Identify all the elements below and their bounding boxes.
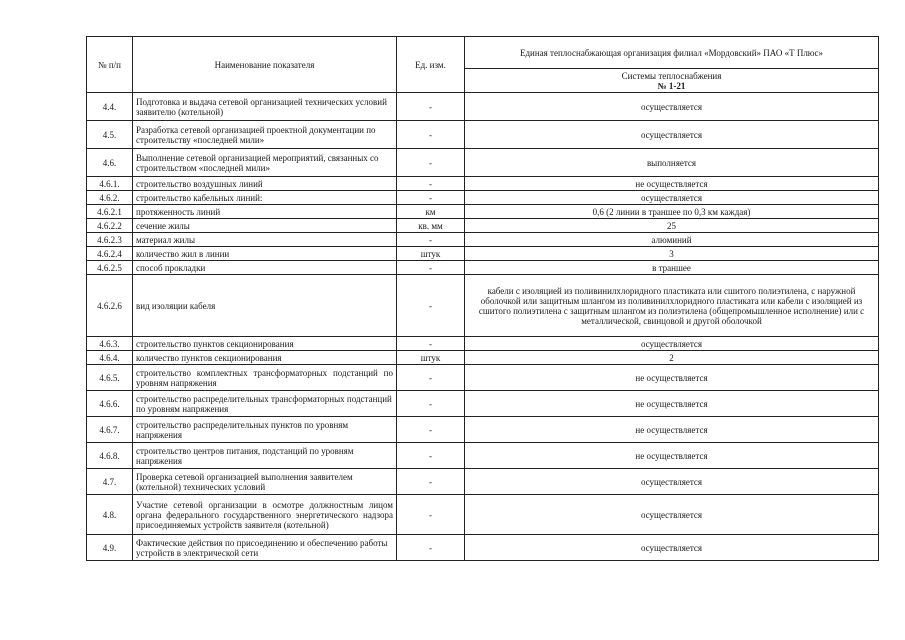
row-unit: -	[397, 261, 465, 275]
header-indicator-name: Наименование показателя	[133, 37, 397, 93]
row-unit: -	[397, 177, 465, 191]
row-value: не осуществляется	[465, 177, 879, 191]
row-value: не осуществляется	[465, 391, 879, 417]
row-value: осуществляется	[465, 469, 879, 495]
row-number: 4.6.	[87, 149, 133, 177]
table-row	[87, 351, 879, 365]
row-indicator-name: Разработка сетевой организацией проектной документации по строительству «последней мили»	[133, 121, 397, 149]
row-value: не осуществляется	[465, 443, 879, 469]
row-number: 4.6.6.	[87, 391, 133, 417]
row-value: 25	[465, 219, 879, 233]
row-indicator-name: строительство пунктов секционирования	[133, 337, 397, 351]
row-value: осуществляется	[465, 191, 879, 205]
table-row	[87, 247, 879, 261]
row-number: 4.6.2.2	[87, 219, 133, 233]
header-systems-label: Системы теплоснабжения	[621, 70, 722, 81]
table-row	[87, 233, 879, 247]
table-row	[87, 191, 879, 205]
header-number: № п/п	[87, 37, 133, 93]
row-indicator-name: материал жилы	[133, 233, 397, 247]
table-row	[87, 535, 879, 561]
table-row	[87, 275, 879, 337]
row-value: алюминий	[465, 233, 879, 247]
table-row	[87, 417, 879, 443]
row-number: 4.6.2.1	[87, 205, 133, 219]
row-number: 4.6.1.	[87, 177, 133, 191]
row-indicator-name: способ прокладки	[133, 261, 397, 275]
row-indicator-name: строительство распределительных пунктов по уровням напряжения	[133, 417, 397, 443]
row-indicator-name: строительство комплектных трансформаторных подстанций по уровням напряжения	[133, 365, 397, 391]
row-indicator-name: строительство воздушных линий	[133, 177, 397, 191]
table-row	[87, 469, 879, 495]
row-number: 4.6.2.6	[87, 275, 133, 337]
table-row	[87, 93, 879, 121]
row-value: осуществляется	[465, 535, 879, 561]
row-indicator-name: Участие сетевой организации в осмотре должностным лицом органа федерального государственного энергетического надзора присоединяемых устройств заявителя (котельной)	[133, 495, 397, 535]
row-number: 4.5.	[87, 121, 133, 149]
row-indicator-name: протяженность линий	[133, 205, 397, 219]
row-value: не осуществляется	[465, 417, 879, 443]
indicators-table	[86, 36, 879, 561]
row-number: 4.6.3.	[87, 337, 133, 351]
row-unit: -	[397, 275, 465, 337]
row-unit: -	[397, 443, 465, 469]
row-unit: -	[397, 149, 465, 177]
table-row	[87, 365, 879, 391]
row-unit: -	[397, 535, 465, 561]
table-body	[87, 93, 879, 561]
table-row	[87, 495, 879, 535]
row-number: 4.6.2.3	[87, 233, 133, 247]
row-value: 0,6 (2 линии в траншее по 0,3 км каждая)	[465, 205, 879, 219]
row-number: 4.6.4.	[87, 351, 133, 365]
row-unit: -	[397, 191, 465, 205]
row-unit: -	[397, 337, 465, 351]
table-row	[87, 219, 879, 233]
header-unit: Ед. изм.	[397, 37, 465, 93]
row-value: осуществляется	[465, 337, 879, 351]
row-unit: -	[397, 93, 465, 121]
table-row	[87, 391, 879, 417]
row-unit: -	[397, 233, 465, 247]
row-indicator-name: строительство кабельных линий:	[133, 191, 397, 205]
header-system-number: № 1-21	[657, 80, 686, 91]
table-row	[87, 443, 879, 469]
header-organization: Единая теплоснабжающая организация филиал «Мордовский» ПАО «Т Плюс»	[465, 37, 879, 69]
row-indicator-name: количество жил в линии	[133, 247, 397, 261]
row-number: 4.9.	[87, 535, 133, 561]
row-value: выполняется	[465, 149, 879, 177]
row-unit: -	[397, 417, 465, 443]
row-unit: -	[397, 391, 465, 417]
table-row	[87, 205, 879, 219]
row-indicator-name: вид изоляции кабеля	[133, 275, 397, 337]
row-indicator-name: Подготовка и выдача сетевой организацией технических условий заявителю (котельной)	[133, 93, 397, 121]
row-value: осуществляется	[465, 93, 879, 121]
row-number: 4.6.2.	[87, 191, 133, 205]
row-value: в траншее	[465, 261, 879, 275]
row-unit: -	[397, 469, 465, 495]
row-value: кабели с изоляцией из поливинилхлоридного пластиката или сшитого полиэтилена, с наружной оболочкой или защитным шлангом из поливинилхлоридного пластиката или кабели с изоляцией из сшитого полиэтилена с защитным шлангом из полиэтилена (общепромышленное исполнение) или с металлической, свинцовой и другой оболочкой	[465, 275, 879, 337]
row-indicator-name: Выполнение сетевой организацией мероприятий, связанных со строительством «последней мили»	[133, 149, 397, 177]
row-unit: -	[397, 365, 465, 391]
row-number: 4.6.8.	[87, 443, 133, 469]
row-value: осуществляется	[465, 121, 879, 149]
row-number: 4.8.	[87, 495, 133, 535]
row-number: 4.6.2.5	[87, 261, 133, 275]
row-value: не осуществляется	[465, 365, 879, 391]
row-number: 4.4.	[87, 93, 133, 121]
row-indicator-name: количество пунктов секционирования	[133, 351, 397, 365]
table-row	[87, 121, 879, 149]
row-value: осуществляется	[465, 495, 879, 535]
row-unit: кв. мм	[397, 219, 465, 233]
row-number: 4.7.	[87, 469, 133, 495]
row-number: 4.6.7.	[87, 417, 133, 443]
row-unit: -	[397, 121, 465, 149]
row-unit: -	[397, 495, 465, 535]
row-number: 4.6.2.4	[87, 247, 133, 261]
row-unit: штук	[397, 351, 465, 365]
row-unit: км	[397, 205, 465, 219]
table-row	[87, 149, 879, 177]
table-row	[87, 261, 879, 275]
row-indicator-name: Проверка сетевой организацией выполнения заявителем (котельной) технических условий	[133, 469, 397, 495]
table-row	[87, 337, 879, 351]
row-unit: штук	[397, 247, 465, 261]
row-number: 4.6.5.	[87, 365, 133, 391]
row-value: 2	[465, 351, 879, 365]
row-indicator-name: сечение жилы	[133, 219, 397, 233]
header-systems	[465, 69, 879, 93]
row-indicator-name: строительство распределительных трансформаторных подстанций по уровням напряжения	[133, 391, 397, 417]
row-indicator-name: строительство центров питания, подстанций по уровням напряжения	[133, 443, 397, 469]
row-value: 3	[465, 247, 879, 261]
header-row	[87, 37, 879, 69]
table-row	[87, 177, 879, 191]
row-indicator-name: Фактические действия по присоединению и обеспечению работы устройств в электрической сети	[133, 535, 397, 561]
